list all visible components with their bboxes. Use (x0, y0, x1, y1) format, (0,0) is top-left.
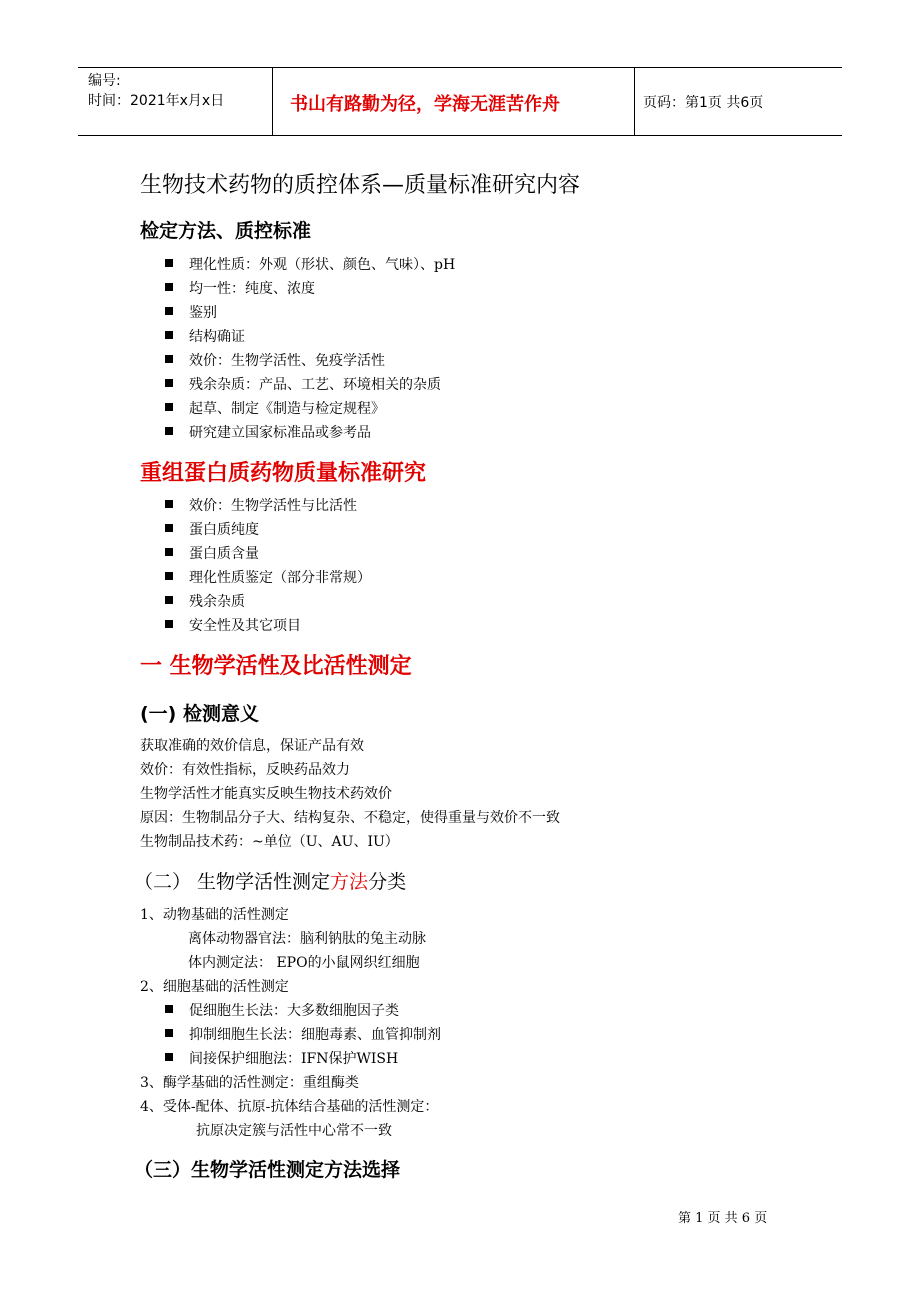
bullet-square-icon (165, 427, 173, 435)
list-item: 残余杂质：产品、工艺、环境相关的杂质 (165, 373, 441, 397)
text-line: 2、细胞基础的活性测定 (140, 979, 289, 995)
text-line: 离体动物器官法：脑利钠肽的兔主动脉 (188, 931, 426, 947)
section3-heading: 一 生物学活性及比活性测定 (140, 654, 412, 679)
page-title: 生物技术药物的质控体系—质量标准研究内容 (140, 173, 581, 198)
header-bottom-rule (78, 135, 842, 136)
sub3-heading: （三）生物学活性测定方法选择 (134, 1159, 401, 1181)
bullet-square-icon (165, 548, 173, 556)
list-item: 理化性质：外观（形状、颜色、气味）、pH (165, 253, 455, 277)
list-item: 效价：生物学活性与比活性 (165, 494, 357, 518)
text-line: 1、动物基础的活性测定 (140, 907, 289, 923)
bullet-square-icon (165, 1029, 173, 1037)
text-line: 生物学活性才能真实反映生物技术药效价 (140, 786, 392, 802)
bullet-square-icon (165, 403, 173, 411)
bullet-square-icon (165, 259, 173, 267)
list-item: 鉴别 (165, 301, 217, 325)
text-line: 效价：有效性指标，反映药品效力 (140, 762, 350, 778)
list-item: 效价：生物学活性、免疫学活性 (165, 349, 385, 373)
sub1-heading: (一) 检测意义 (140, 703, 259, 725)
list-item: 安全性及其它项目 (165, 614, 301, 638)
text-line: 生物制品技术药：~单位（U、AU、IU） (140, 834, 399, 850)
text-line: 原因：生物制品分子大、结构复杂、不稳定，使得重量与效价不一致 (140, 810, 560, 826)
page-footer: 第 1 页 共 6 页 (678, 1211, 768, 1226)
bullet-square-icon (165, 1053, 173, 1061)
list-item: 研究建立国家标准品或参考品 (165, 421, 371, 445)
list-item: 间接保护细胞法：IFN保护WISH (165, 1047, 398, 1071)
bullet-square-icon (165, 355, 173, 363)
bullet-square-icon (165, 500, 173, 508)
text-line: 4、受体-配体、抗原-抗体结合基础的活性测定： (140, 1099, 439, 1115)
text-line: 抗原决定簇与活性中心常不一致 (196, 1123, 392, 1139)
list-item: 起草、制定《制造与检定规程》 (165, 397, 385, 421)
header-divider-right (634, 67, 635, 135)
page-info: 页码：第1页 共6页 (643, 95, 764, 111)
bullet-square-icon (165, 596, 173, 604)
list-item: 蛋白质含量 (165, 542, 259, 566)
time-label: 时间：2021年x月x日 (88, 93, 225, 109)
bullet-square-icon (165, 524, 173, 532)
list-item: 均一性：纯度、浓度 (165, 277, 315, 301)
list-item: 理化性质鉴定（部分非常规） (165, 566, 371, 590)
bullet-square-icon (165, 572, 173, 580)
list-item: 残余杂质 (165, 590, 245, 614)
bullet-square-icon (165, 379, 173, 387)
bullet-square-icon (165, 1005, 173, 1013)
sub2-heading: （二） 生物学活性测定方法分类 (134, 871, 407, 893)
bullet-square-icon (165, 283, 173, 291)
list-item: 蛋白质纯度 (165, 518, 259, 542)
bullet-square-icon (165, 620, 173, 628)
motto: 书山有路勤为径，学海无涯苦作舟 (290, 94, 560, 115)
bullet-square-icon (165, 307, 173, 315)
header-divider-left (272, 67, 273, 135)
section1-heading: 检定方法、质控标准 (140, 220, 312, 242)
text-line: 体内测定法： EPO的小鼠网织红细胞 (188, 955, 420, 971)
list-item: 结构确证 (165, 325, 245, 349)
text-line: 获取准确的效价信息，保证产品有效 (140, 738, 364, 754)
serial-label: 编号: (88, 73, 121, 89)
header-top-rule (78, 67, 842, 68)
list-item: 抑制细胞生长法：细胞毒素、血管抑制剂 (165, 1023, 441, 1047)
text-line: 3、酶学基础的活性测定：重组酶类 (140, 1075, 359, 1091)
bullet-square-icon (165, 331, 173, 339)
list-item: 促细胞生长法：大多数细胞因子类 (165, 999, 399, 1023)
section2-heading: 重组蛋白质药物质量标准研究 (140, 461, 427, 486)
